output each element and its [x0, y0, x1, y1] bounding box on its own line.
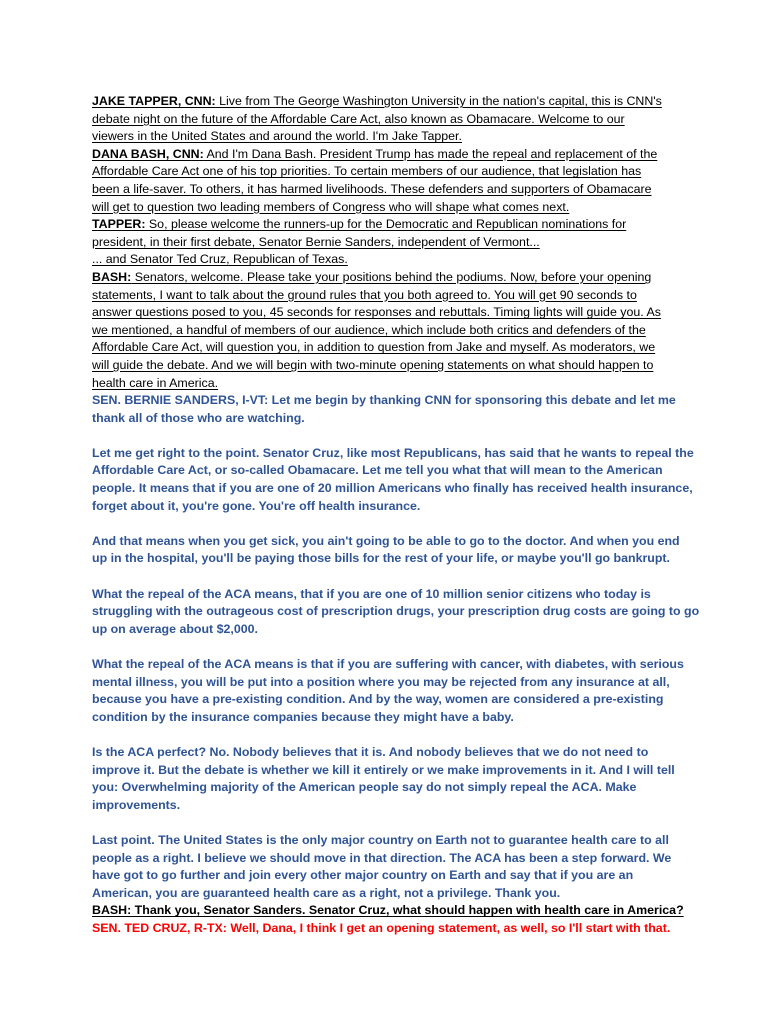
- sanders-p2-line-4: forget about it, you're gone. You're off health insurance.: [92, 498, 421, 513]
- bash-intro: [92, 146, 692, 216]
- bash-rules-line-1: BASH: Senators, welcome. Please take your positions behind the podiums. Now, before your opening: [92, 269, 652, 284]
- sanders-p7-line-1: Last point. The United States is the only major country on Earth not to guarantee health care to all: [92, 832, 669, 847]
- speaker-tapper: JAKE TAPPER, CNN:: [92, 94, 216, 108]
- tapper-welcome-line-2: president, in their first debate, Senator Bernie Sanders, independent of Vermont...: [92, 234, 540, 249]
- tapper-intro-line-1: JAKE TAPPER, CNN: Live from The George Washington University in the nation's capital, this is CNN's: [92, 94, 662, 108]
- sanders-p4-line-3: up on average about $2,000.: [92, 621, 258, 636]
- speaker-tapper-2: TAPPER:: [92, 217, 146, 232]
- sanders-p6-line-2: improve it. But the debate is whether we kill it entirely or we make improvements in it. And I will tell: [92, 762, 675, 777]
- transcript-page: [92, 93, 700, 938]
- tapper-welcome-line-3: ... and Senator Ted Cruz, Republican of Texas.: [92, 252, 348, 267]
- cruz-opening: [92, 920, 692, 938]
- sanders-p6-line-4: improvements.: [92, 797, 181, 812]
- bash-rules: [92, 269, 692, 392]
- sanders-opening: [92, 392, 700, 902]
- cruz-line-1: SEN. TED CRUZ, R-TX: Well, Dana, I think I get an opening statement, as well, so I'll start with that.: [92, 920, 671, 935]
- sanders-p6-line-1: Is the ACA perfect? No. Nobody believes that it is. And nobody believes that we do not need to: [92, 744, 649, 759]
- sanders-p7-line-3: have got to go further and join every other major country on Earth and say that if you are an: [92, 868, 634, 883]
- bash-rules-line-5: Affordable Care Act, will question you, in addition to question from Jake and myself. As moderators, we: [92, 340, 656, 355]
- sanders-p5-line-3: because you have a pre-existing condition. And by the way, women are considered a pre-existing: [92, 692, 664, 707]
- speaker-bash-2: BASH:: [92, 269, 132, 284]
- bash-question-line: BASH: Thank you, Senator Sanders. Senator Cruz, what should happen with health care in America?: [92, 903, 684, 918]
- sanders-p5-line-1: What the repeal of the ACA means is that if you are suffering with cancer, with diabetes, with serious: [92, 657, 684, 671]
- bash-question: [92, 902, 692, 920]
- sanders-p1-line-1: SEN. BERNIE SANDERS, I-VT: Let me begin by thanking CNN for sponsoring this debate and let me: [92, 393, 676, 408]
- speaker-bash: DANA BASH, CNN:: [92, 146, 204, 161]
- sanders-p3-line-2: up in the hospital, you'll be paying those bills for the rest of your life, or maybe you'll go bankrupt.: [92, 551, 670, 566]
- sanders-p2-line-1: Let me get right to the point. Senator Cruz, like most Republicans, has said that he wants to repeal the: [92, 445, 694, 460]
- sanders-p5-line-4: condition by the insurance companies because they might have a baby.: [92, 709, 514, 724]
- bash-intro-line-1: DANA BASH, CNN: And I'm Dana Bash. President Trump has made the repeal and replacement of the: [92, 146, 658, 161]
- tapper-welcome: [92, 216, 692, 269]
- bash-rules-line-4: we mentioned, a handful of members of our audience, which include both critics and defenders of the: [92, 322, 646, 337]
- sanders-p3-line-1: And that means when you get sick, you ain't going to be able to go to the doctor. And when you end: [92, 533, 680, 548]
- sanders-p6-line-3: you: Overwhelming majority of the American people say do not simply repeal the ACA. Make: [92, 780, 637, 795]
- tapper-welcome-line-1: TAPPER: So, please welcome the runners-up for the Democratic and Republican nominations for: [92, 217, 627, 232]
- sanders-p7-line-2: people as a right. I believe we should move in that direction. The ACA has been a step forward. We: [92, 850, 672, 865]
- tapper-intro: [92, 93, 692, 146]
- bash-rules-line-7: health care in America.: [92, 375, 219, 390]
- bash-rules-line-6: will guide the debate. And we will begin with two-minute opening statements on what should happen to: [92, 357, 654, 372]
- sanders-p2-line-2: Affordable Care Act, or so-called Obamacare. Let me tell you what that will mean to the American: [92, 463, 663, 478]
- sanders-p1-line-2: thank all of those who are watching.: [92, 410, 305, 425]
- bash-intro-line-4: will get to question two leading members of Congress who will shape what comes next.: [92, 199, 570, 214]
- sanders-p7-line-4: American, you are guaranteed health care as a right, not a privilege. Thank you.: [92, 885, 561, 900]
- tapper-intro-line-3: viewers in the United States and around the world. I'm Jake Tapper.: [92, 129, 462, 144]
- bash-intro-line-3: been a life-saver. To others, it has harmed livelihoods. These defenders and supporters of Obamacare: [92, 181, 652, 196]
- bash-intro-line-2: Affordable Care Act one of his top priorities. To certain members of our audience, that legislation has: [92, 164, 642, 179]
- sanders-p2-line-3: people. It means that if you are one of 20 million Americans who finally has received health insurance,: [92, 481, 693, 496]
- tapper-intro-line-2: debate night on the future of the Affordable Care Act, also known as Obamacare. Welcome to our: [92, 111, 625, 126]
- sanders-p4-line-2: struggling with the outrageous cost of prescription drugs, your prescription drug costs are going to go: [92, 604, 700, 619]
- sanders-p5-line-2: mental illness, you will be put into a position where you may be rejected from any insurance at all,: [92, 674, 670, 689]
- sanders-p4-line-1: What the repeal of the ACA means, that if you are one of 10 million senior citizens who today is: [92, 586, 651, 601]
- bash-rules-line-2: statements, I want to talk about the ground rules that you both agreed to. You will get 90 seconds to: [92, 287, 637, 302]
- bash-rules-line-3: answer questions posed to you, 45 seconds for responses and rebuttals. Timing lights will guide you. As: [92, 305, 661, 320]
